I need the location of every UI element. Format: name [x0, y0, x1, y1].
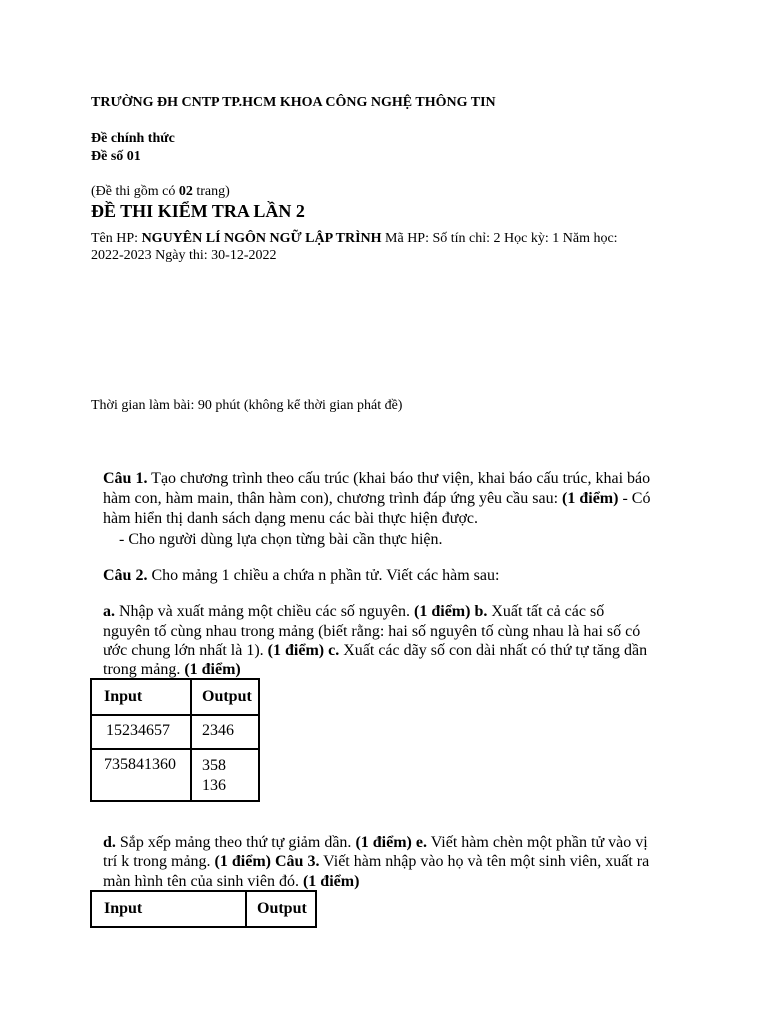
q1-text-1: Tạo chương trình theo cấu trúc (khai báo thư viện, khai báo cấu trúc, khai báo [147, 470, 651, 487]
q2e-text-1: Viết hàm chèn một phần tử vào vị [426, 834, 648, 851]
q3-label: Câu 3. [270, 853, 320, 870]
q2a-text: Nhập và xuất mảng một chiều các số nguyên. [115, 603, 415, 620]
q1-points: (1 điểm) [562, 490, 619, 507]
q1-text-2: hàm con, hàm main, thân hàm con), chương trình đáp ứng yêu cầu sau: [103, 490, 563, 507]
page-count-num: 02 [178, 184, 193, 199]
output-line: 358 [202, 757, 226, 774]
q2b-points: (1 điểm) [267, 642, 325, 659]
table-row [91, 679, 259, 715]
q2e-points: (1 điểm) [214, 853, 271, 870]
q1-line-4: - Cho người dùng lựa chọn từng bài cần thực hiện. [119, 531, 443, 548]
course-line [91, 230, 618, 248]
course-name: NGUYÊN LÍ NGÔN NGỮ LẬP TRÌNH [141, 231, 382, 246]
q2-line-d [103, 833, 648, 853]
table-row [91, 891, 316, 927]
q2a-label: a. [103, 603, 115, 620]
table-cell-input: 15234657 [91, 715, 191, 749]
table-cell-input: 735841360 [91, 749, 191, 801]
q2d-points: (1 điểm) [355, 834, 412, 851]
course-line-2: 2022-2023 Ngày thi: 30-12-2022 [91, 248, 277, 263]
q3-text-2: màn hình tên của sinh viên đó. [103, 873, 303, 890]
q3-table [90, 890, 317, 928]
q2c-text-1: Xuất các dãy số con dài nhất có thứ tự tăng dần [339, 642, 648, 659]
q2-line-b2: nguyên tố cùng nhau trong mảng (biết rằng: hai số nguyên tố cùng nhau là hai số có [103, 623, 641, 640]
q2-line-a [103, 602, 604, 622]
q2c-text-2: trong mảng. [103, 661, 185, 678]
q1-line-1 [103, 469, 650, 489]
q1-text-2b: - Có [618, 490, 651, 507]
q3-header-input-text: Input [104, 900, 143, 917]
page-title: ĐỀ THI KIỂM TRA LẦN 2 [91, 201, 305, 221]
table-row [91, 715, 259, 749]
table-cell-output: 2346 [191, 715, 259, 749]
q2b-text-1: Xuất tất cả các số [487, 603, 605, 620]
exam-code: Đề số 01 [91, 149, 141, 164]
official-label: Đề chính thức [91, 131, 175, 146]
q3-points: (1 điểm) [302, 873, 360, 890]
duration-line: Thời gian làm bài: 90 phút (không kể thời gian phát đề) [91, 398, 403, 413]
q3-header-output-text: Output [257, 900, 307, 917]
q2-line-b3 [103, 641, 647, 661]
q2b-label: b. [470, 603, 488, 620]
table-header-input [91, 679, 191, 715]
header-input-text: Input [104, 688, 143, 705]
q3-line-2 [103, 872, 359, 892]
example-table [90, 678, 260, 802]
school-header: TRƯỜNG ĐH CNTP TP.HCM KHOA CÔNG NGHỆ THÔNG TIN [91, 95, 496, 110]
q2b-text-3: ước chung lớn nhất là 1). [103, 642, 268, 659]
q2-line-e2 [103, 852, 649, 872]
page-count-pre: (Đề thi gồm có [91, 184, 179, 199]
output-line: 136 [202, 777, 226, 794]
q2-line-c2 [103, 660, 241, 680]
q2d-text: Sắp xếp mảng theo thứ tự giảm dần. [115, 834, 356, 851]
q3-table-header-input [91, 891, 246, 927]
q2e-label: e. [411, 834, 427, 851]
table-header-output [191, 679, 259, 715]
q2c-label: c. [324, 642, 340, 659]
table-cell-output [191, 749, 259, 801]
q2-label: Câu 2. [103, 567, 148, 584]
q3-table-header-output [246, 891, 316, 927]
course-info: Mã HP: Số tín chỉ: 2 Học kỳ: 1 Năm học: [381, 231, 618, 246]
header-output-text: Output [202, 688, 252, 705]
course-label: Tên HP: [91, 231, 142, 246]
q2d-label: d. [103, 834, 116, 851]
q2a-points: (1 điểm) [414, 603, 471, 620]
q1-label: Câu 1. [103, 470, 148, 487]
table-row [91, 749, 259, 801]
page-count-post: trang) [192, 184, 230, 199]
q2-intro [103, 566, 499, 586]
q2c-points: (1 điểm) [184, 661, 241, 678]
q2-text: Cho mảng 1 chiều a chứa n phần tử. Viết các hàm sau: [147, 567, 500, 584]
q2e-text-2: trí k trong mảng. [103, 853, 215, 870]
q1-line-3: hàm hiển thị danh sách dạng menu các bài thực hiện được. [103, 510, 479, 527]
page-count [91, 183, 230, 201]
q1-line-2 [103, 489, 650, 509]
q3-text-1: Viết hàm nhập vào họ và tên một sinh viên, xuất ra [319, 853, 650, 870]
